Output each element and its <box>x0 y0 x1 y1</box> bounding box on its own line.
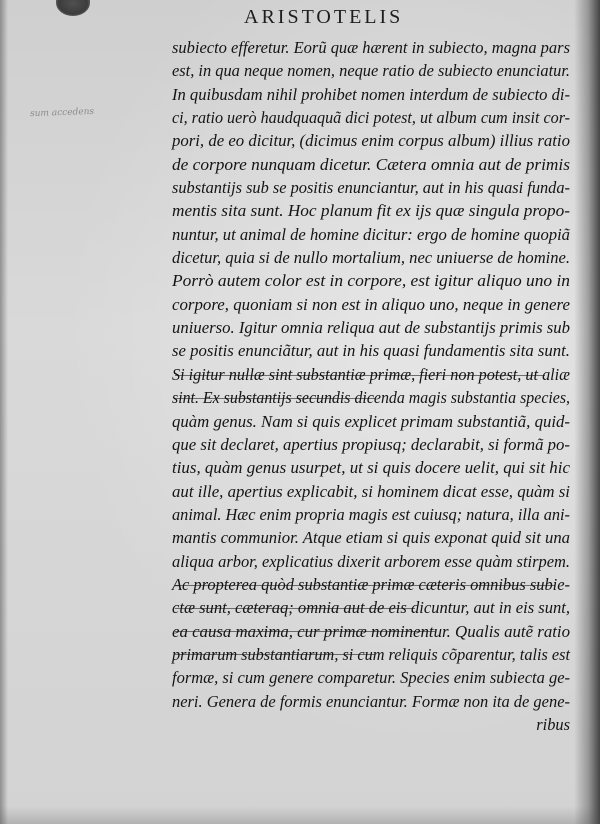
book-spine-shadow <box>574 0 600 824</box>
text-line: sint. Ex substantijs secundis dicenda magis substantia species, <box>172 388 571 408</box>
text-line: formæ, si cum genere comparetur. Species enim subiecta ge- <box>172 668 571 688</box>
text-line: mentis sita sunt. Hoc planum fit ex ijs quæ singula propo- <box>172 201 571 221</box>
ornament-remnant <box>56 0 90 16</box>
text-line: corpore, quoniam si non est in aliquo uno, neque in genere <box>172 294 570 314</box>
text-line: neri. Genera de formis enunciantur. Formæ non ita de gene- <box>172 691 570 711</box>
text-line: In quibusdam nihil prohibet nomen interdum de subiecto di- <box>172 84 570 104</box>
page-left-shadow <box>0 0 8 824</box>
text-line: dicetur, quia si de nullo mortalium, nec uniuerse de homine. <box>172 248 571 268</box>
text-line: se positis enunciãtur, aut in his quasi fundamentis sita sunt. <box>172 341 570 361</box>
text-line: ctæ sunt, cæteraq; omnia aut de eis dicuntur, aut in eis sunt, <box>172 598 571 618</box>
text-line: mantis communior. Atque etiam si quis exponat quid sit una <box>172 528 571 548</box>
text-line: subiecto efferetur. Eorũ quæ hærent in subiecto, magna pars <box>172 38 570 57</box>
text-line: primarum substantiarum, si cum reliquis cõparentur, talis est <box>172 644 570 664</box>
text-line: substantijs sub se positis enunciantur, aut in his quasi funda- <box>172 178 570 198</box>
text-line: aut ille, apertius explicabit, si hominem dicat esse, quàm si <box>172 481 570 501</box>
catchword: ribus <box>536 714 570 734</box>
text-line: que sit declaret, apertius propiusq; declarabit, si formã po- <box>172 434 571 454</box>
text-line: nuntur, ut animal de homine dicitur: ergo de homine quopiã <box>172 224 570 244</box>
page-bottom-shade <box>0 806 600 824</box>
text-line: quàm genus. Nam si quis explicet primam substantiã, quid- <box>172 411 570 431</box>
text-line: ea causa maxima, cur primæ nominentur. Qualis autẽ ratio <box>172 621 570 641</box>
running-title: ARISTOTELIS <box>244 6 404 28</box>
text-line: pori, de eo dicitur, (dicimus enim corpus album) illius ratio <box>172 131 570 151</box>
text-line: Si igitur nullæ sint substantiæ primæ, fieri non potest, ut aliæ <box>172 364 570 384</box>
main-text-block <box>172 36 570 736</box>
text-line: tius, quàm genus usurpet, ut si quis docere uelit, qui sit hic <box>172 458 570 478</box>
text-line: Porrò autem color est in corpore, est igitur aliquo uno in <box>172 271 570 291</box>
margin-annotation: sum accedens <box>29 106 95 120</box>
text-line: de corpore nunquam dicetur. Cætera omnia aut de primis <box>172 154 570 174</box>
text-line: animal. Hæc enim propria magis est cuiusq; natura, illa ani- <box>172 504 570 524</box>
text-line: uniuerso. Igitur omnia reliqua aut de substantijs primis sub <box>172 318 571 338</box>
text-line: aliqua arbor, explicatius dixerit arborem esse quàm stirpem. <box>172 551 570 571</box>
text-line: ci, ratio uerò haudquaquã dici potest, ut album cum insit cor- <box>172 108 571 128</box>
text-line: est, in qua neque nomen, neque ratio de subiecto enunciatur. <box>172 61 571 81</box>
text-line: Ac propterea quòd substantiæ primæ cæteris omnibus subie- <box>172 574 571 594</box>
